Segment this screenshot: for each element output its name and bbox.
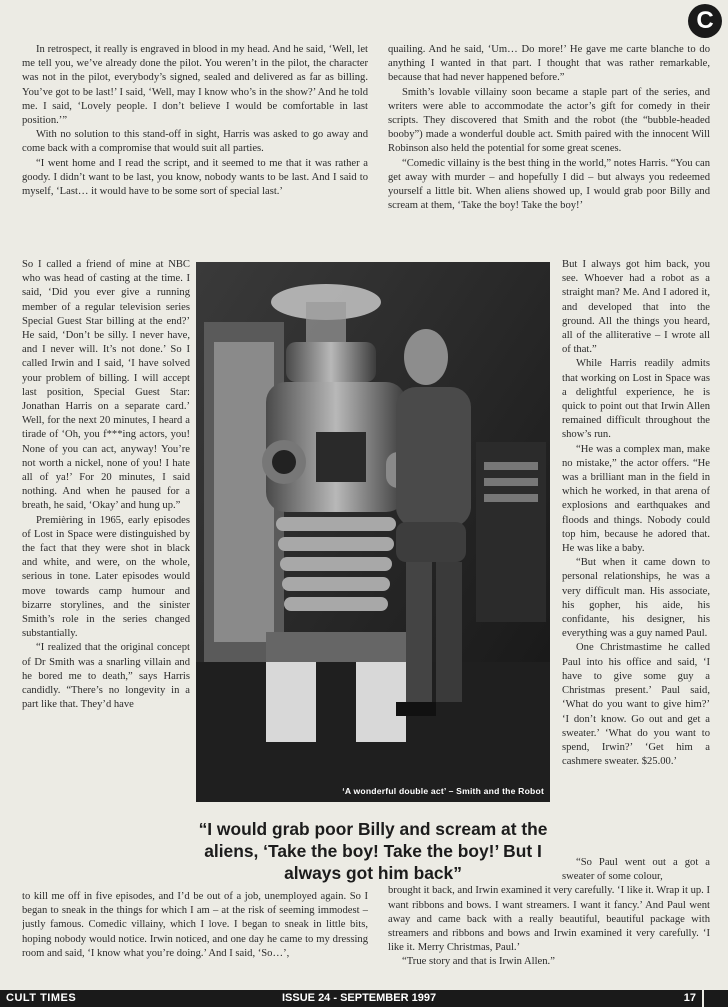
- paragraph: So I called a friend of mine at NBC who was head of casting at the time. I said, ‘Did you ever give a running member of a regular television series Special Guest Star billing at the end?’ He said, ‘Don’t be silly. I never have, and I never will. It’s not done.’ So I called Irwin and I said, ‘I have solved your problem of billing. I will accept last position, Special Guest Star: Jonathan Harris on a separate card.’ Well, for the next 20 minutes, I heard a tirade of ‘Oh, you f***ing actors, you! None of you can act, anyway! You’re not worth a nickel, none of you! I hate all of ya!’ For 20 minutes, I said nothing. And when he paused for a breath, he said, ‘Okay’ and hung up.”: [22, 259, 190, 512]
- paragraph: One Christmastime he called Paul into his office and said, ‘I have to give some guy a Christmas present.’ Paul said, ‘What do you want to give him?’ ‘I don’t know. Go out and get a sweater.’ ‘What do you want to spend, Irwin?’ ‘Get him a cashmere sweater. $25.00.’: [562, 642, 710, 768]
- page-footer: [0, 990, 728, 1007]
- paragraph: “He was a complex man, make no mistake,” the actor offers. “He was a brilliant man in the field in which he worked, in that arena of explosions and earthquakes and floods and things. Nobody could top him, because he adored that. He was like a baby.: [562, 443, 710, 555]
- paragraph: Smith’s lovable villainy soon became a staple part of the series, and writers were able to accommodate the actor’s gift for comedy in their scripts. They discovered that Smith and the robot (the “bubble-headed booby”) made a wonderful double act. Smith paired with the innocent Will Robinson also held the potential for some great scenes.: [388, 86, 710, 155]
- page-number: 17: [683, 992, 696, 1004]
- paragraph: But I always got him back, you see. Whoever had a robot as a straight man? Me. And I adored it, and developed that into the ground. All the things you heard, all of the alliterative – I wrote all of that.”: [562, 259, 710, 356]
- column-1-side-text: [22, 258, 190, 890]
- robot-and-actor-illustration: [196, 262, 550, 802]
- paragraph: quailing. And he said, ‘Um… Do more!’ He gave me carte blanche to do anything I wanted in that part. I thought that was rather remarkable, because that had never happened before.”: [388, 44, 710, 84]
- paragraph: brought it back, and Irwin examined it very carefully. ‘I like it. Wrap it up. I want ribbons and bows. I want streamers. I want it fancy.’ And Paul went away and came back with a really beautiful, beautiful package with streamers and ribbons and bows and Irwin examined it very carefully. ‘I like it. Merry Christmas, Paul.’: [388, 885, 710, 954]
- pull-quote: “I would grab poor Billy and scream at the aliens, ‘Take the boy! Take the boy!’ But I always got him back”: [198, 819, 548, 883]
- paragraph: “True story and that is Irwin Allen.”: [402, 956, 555, 968]
- paragraph: While Harris readily admits that working on Lost in Space was a delightful experience, he is quick to point out that Irwin Allen remained difficult throughout the show’s run.: [562, 358, 710, 441]
- footer-issue: ISSUE 24 - SEPTEMBER 1997: [282, 992, 437, 1004]
- column-2-top-text: [388, 43, 710, 258]
- paragraph: “I went home and I read the script, and it seemed to me that it was rather a goody. I didn’t want to be last, you know, nobody wants to be last. And I said to myself, ‘Last… it would have to be some sort of special last.’: [22, 157, 368, 198]
- magazine-logo-icon: C: [688, 4, 722, 38]
- footer-divider: [702, 990, 704, 1007]
- photo-caption: ‘A wonderful double act’ – Smith and the Robot: [342, 786, 544, 796]
- paragraph: In retrospect, it really is engraved in blood in my head. And he said, ‘Well, let me tell you, we’ve already done the pilot. You weren’t in the pilot, the character was not in the pilot, everybody’s signed, sealed and delivered as far as billing. You’ve got to be last!’ I said, ‘Well, may I know who’s in the show?’ And he told me. I said, ‘Lovely people. I don’t believe I would be comfortable in last position.’”: [22, 44, 368, 127]
- paragraph: Premièring in 1965, early episodes of Lost in Space were distinguished by the fact that they were shot in black and white, and were, on the whole, serious in tone. Later episodes would move towards camp humour and bizarre storylines, and the sinister Smith’s role in the series changed substantially.: [22, 514, 190, 640]
- paragraph: “I realized that the original concept of Dr Smith was a snarling villain and he bored me to death,” says Harris candidly. “There’s no longevity in a part like that. They’d have: [22, 642, 190, 711]
- column-1-bottom-text: [22, 890, 368, 984]
- paragraph: With no solution to this stand-off in sight, Harris was asked to go away and come back with a compromise that would suit all parties.: [22, 129, 368, 155]
- paragraph: “So Paul went out a got a sweater of some colour,: [562, 857, 710, 883]
- column-2-side-text: [562, 258, 710, 856]
- paragraph: “Comedic villainy is the best thing in the world,” notes Harris. “You can get away with murder – and hopefully I did – but always you redeemed yourself a little bit. When aliens showed up, I would grab poor Billy and scream at them, ‘Take the boy! Take the boy!’: [388, 157, 710, 212]
- paragraph: “But when it came down to personal relationships, he was a very difficult man. His associate, his gopher, his aide, his confidante, his designer, his everything was a guy named Paul.: [562, 557, 710, 640]
- column-1-top-text: [22, 43, 368, 258]
- robot-photo: [196, 262, 550, 802]
- footer-brand: CULT TIMES: [6, 992, 77, 1004]
- paragraph: to kill me off in five episodes, and I’d be out of a job, unemployed again. So I began to sneak in the things for which I am – at the risk of seeming immodest – justly famous. Comedic villainy, which I love. I began to sneak in little bits, hoping nobody would notice. Irwin noticed, and one day he came to my dressing room and said, ‘I know what you’re doing.’ And I said, ‘So…’,: [22, 891, 368, 959]
